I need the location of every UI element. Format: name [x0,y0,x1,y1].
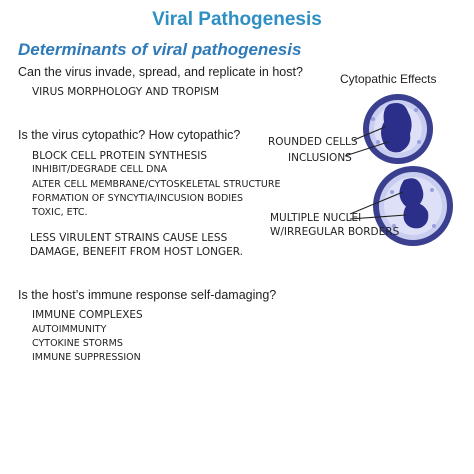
item-alter-membrane: ALTER CELL MEMBRANE/CYTOSKELETAL STRUCTURE [32,179,281,190]
note-virulence-line1: LESS VIRULENT STRAINS CAUSE LESS [30,232,228,244]
label-inclusions: INCLUSIONS [288,152,352,164]
inclusion-nucleus [381,103,412,152]
item-block-protein: BLOCK CELL PROTEIN SYNTHESIS [32,150,208,162]
label-multiple-nuclei: MULTIPLE NUCLEI [270,212,362,224]
item-immune-suppression: IMMUNE SUPPRESSION [32,352,141,363]
section-subtitle: Determinants of viral pathogenesis [18,40,302,59]
page-title: Viral Pathogenesis [152,9,322,30]
question-cytopathic: Is the virus cytopathic? How cytopathic? [18,128,241,142]
label-rounded-cells: ROUNDED CELLS [268,136,358,148]
item-syncytia: FORMATION OF SYNCYTIA/INCUSION BODIES [32,193,244,204]
item-morphology: VIRUS MORPHOLOGY AND TROPISM [32,86,220,98]
item-cytokine-storms: CYTOKINE STORMS [32,338,123,349]
item-immune-complexes: IMMUNE COMPLEXES [32,309,143,321]
question-immune: Is the host’s immune response self-damaging? [18,288,277,302]
label-irregular-borders: W/IRREGULAR BORDERS [270,226,400,238]
item-inhibit-dna: INHIBIT/DEGRADE CELL DNA [32,164,168,175]
item-autoimmunity: AUTOIMMUNITY [32,324,107,335]
note-virulence-line2: DAMAGE, BENEFIT FROM HOST LONGER. [30,246,243,258]
question-invade: Can the virus invade, spread, and replicate in host? [18,65,303,79]
item-toxic: TOXIC, ETC. [32,207,88,218]
figure-heading: Cytopathic Effects [340,72,437,86]
